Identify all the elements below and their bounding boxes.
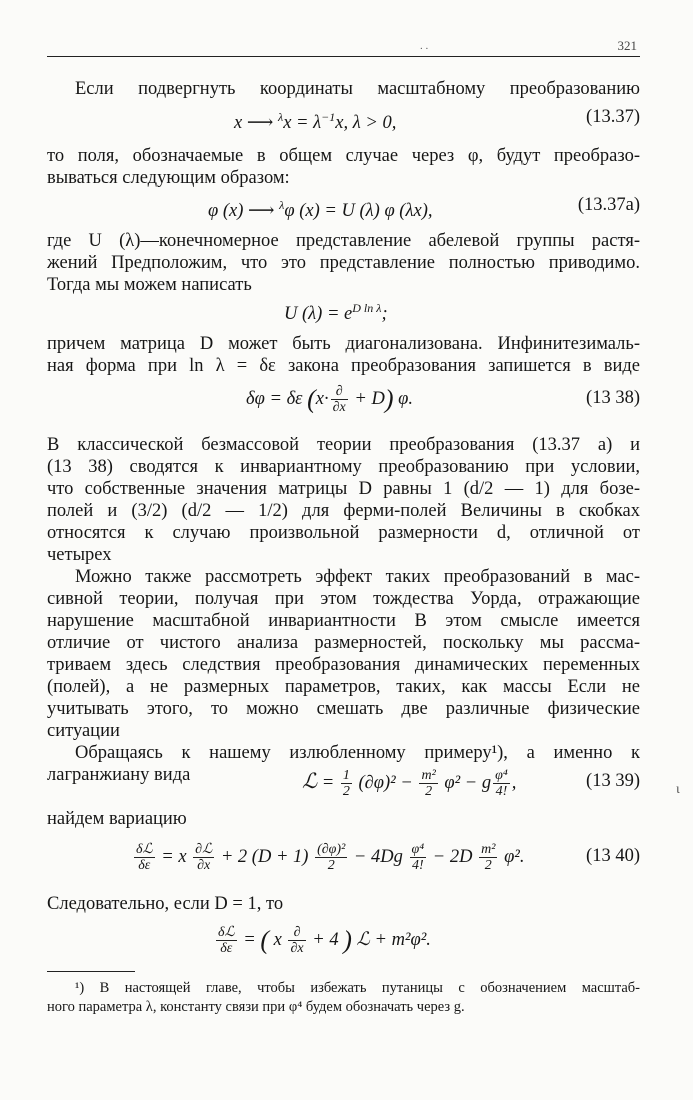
text-line: лагранжиану вида: [47, 765, 191, 785]
text-line: вываться следующим образом:: [47, 168, 290, 188]
text-line: ная форма при ln λ = δε закона преобразования запишется в виде: [47, 356, 640, 376]
text-line: Тогда мы можем написать: [47, 275, 252, 295]
text-line: (полей), а не размерных параметров, таких, как массы Если не: [47, 677, 640, 697]
header-dots: . .: [420, 40, 429, 52]
equation-u-lambda: U $(\lambda) = e^{D ln \lambda}$;: [284, 301, 388, 325]
text-line: Если подвергнуть координаты масштабному преобразованию: [75, 79, 640, 99]
text-line: четырех: [47, 545, 112, 565]
text-line: найдем вариацию: [47, 809, 187, 829]
text-line: сивной теории, получая при этом тождества Уорда, отражающие: [47, 589, 640, 609]
text-line: то поля, обозначаемые в общем случае через φ, будут преобразо-: [47, 146, 640, 166]
equation-13-37a: φ (x) ⟶ $^\lambda$φ (x) = U (λ) φ (λx),: [208, 198, 433, 222]
margin-mark: ι: [676, 782, 680, 797]
page-number: 321: [617, 38, 637, 53]
equation-number: (13.37a): [577, 195, 640, 215]
footnote-rule: [47, 971, 135, 972]
equation-final: $\frac{\text{δℒ}}{\delta\varepsilon}$ = ( x $\frac{\partial}{\partial x}$ + 4 ) ℒ + m²φ².: [218, 925, 431, 956]
equation-13-39: ℒ = $\frac{1}{2}$ (∂φ)² − $\frac{\text{m²}}{2}$ φ² − g $\frac{\text{φ⁴}}{4!}$ ,: [302, 768, 517, 799]
equation-13-38: δφ = δε (x· $\frac{\partial}{\partial x}$ + D) φ.: [246, 384, 414, 415]
equation-number: (13 40): [586, 846, 640, 866]
text-line: где U (λ)—конечномерное представление абелевой группы растя-: [47, 231, 640, 251]
text-line: относятся к случаю произвольной размерности d, отличной от: [47, 523, 640, 543]
text-line: Можно также рассмотреть эффект таких преобразований в мас-: [75, 567, 640, 587]
text-line: жений Предположим, что это представление полностью приводимо.: [47, 253, 640, 273]
text-line: Следовательно, если D = 1, то: [47, 894, 284, 914]
text-line: (13 38) сводятся к инвариантному преобразованию при условии,: [47, 457, 640, 477]
footnote-line: ного параметра λ, константу связи при φ⁴ будем обозначать через g.: [47, 999, 465, 1015]
text-line: что собственные значения матрицы D равны 1 (d/2 — 1) для бозе-: [47, 479, 640, 499]
equation-number: (13.37): [586, 107, 640, 127]
text-line: ситуации: [47, 721, 120, 741]
text-line: В классической безмассовой теории преобразования (13.37 а) и: [47, 435, 640, 455]
text-line: нарушение масштабной инвариантности В этом смысле имеется: [47, 611, 640, 631]
footnote-line: ¹) В настоящей главе, чтобы избежать путаницы с обозначением масштаб-: [75, 980, 640, 996]
equation-13-37: x ⟶ $^\lambda x = \lambda^{-1}x$, λ > 0,: [234, 110, 397, 134]
equation-number: (13 38): [586, 388, 640, 408]
equation-13-40: $\frac{\text{δℒ}}{\delta\varepsilon}$ = x $\frac{\text{∂ℒ}}{\partial x}$ + 2 (D + 1) $\frac{\text{(∂φ)²}}{2}$ − 4Dg $\frac{\text{φ⁴}}{4!}$ − 2D $\frac{\text{m²}}{2}$ φ².: [136, 842, 525, 873]
text-line: отличие от чистого анализа размерностей, поскольку мы рассма-: [47, 633, 640, 653]
equation-number: (13 39): [586, 771, 640, 791]
header-rule: [47, 56, 640, 57]
text-line: причем матрица D может быть диагонализована. Инфинитезималь-: [47, 334, 640, 354]
text-line: полей и (3/2) (d/2 — 1/2) для ферми-полей Величины в скобках: [47, 501, 640, 521]
text-line: Обращаясь к нашему излюбленному примеру¹), а именно к: [75, 743, 640, 763]
text-line: триваем здесь следствия преобразования динамических переменных: [47, 655, 640, 675]
text-line: учитывать этого, то можно смешать две различные физические: [47, 699, 640, 719]
